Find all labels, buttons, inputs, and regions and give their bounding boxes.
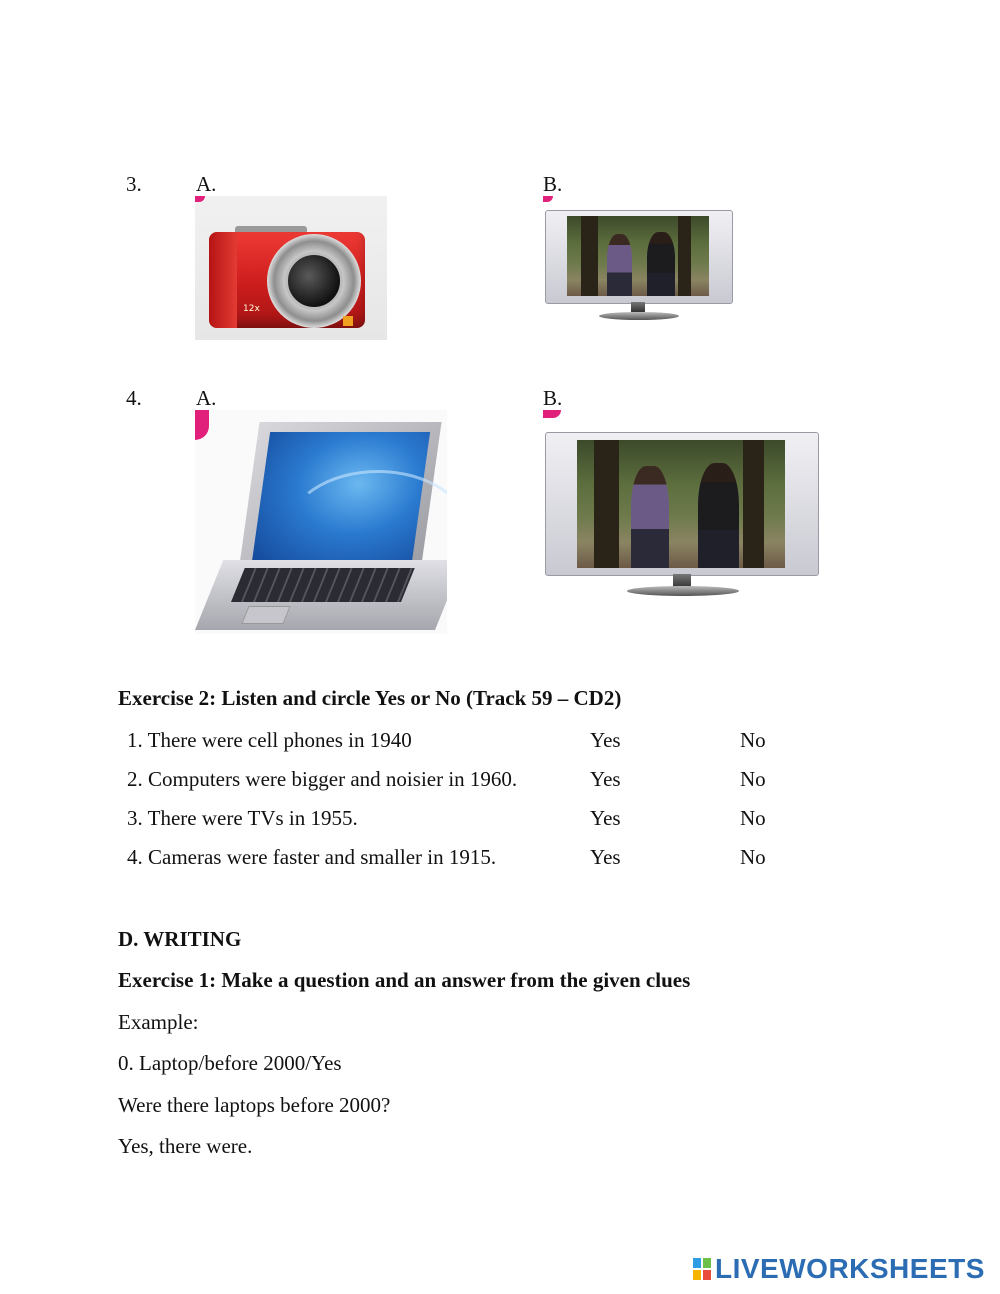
exercise2-row2-no[interactable]: No bbox=[740, 767, 766, 791]
example-answer: Yes, there were. bbox=[118, 1134, 253, 1158]
q3-option-b-label: B. bbox=[543, 172, 563, 196]
liveworksheets-logo[interactable] bbox=[693, 1253, 985, 1285]
writing-exercise1-title: Exercise 1: Make a question and an answer from the given clues bbox=[118, 968, 691, 992]
exercise2-row4-no[interactable]: No bbox=[740, 845, 766, 869]
q3-option-a-label: A. bbox=[196, 172, 217, 196]
example-label: Example: bbox=[118, 1010, 199, 1034]
q4-option-a-label: A. bbox=[196, 386, 217, 410]
exercise2-row3-yes[interactable]: Yes bbox=[590, 806, 621, 830]
exercise2-row4-yes[interactable]: Yes bbox=[590, 845, 621, 869]
logo-icon bbox=[693, 1258, 711, 1280]
laptop-image bbox=[195, 410, 447, 634]
q3-number: 3. bbox=[126, 172, 142, 196]
example-clue: 0. Laptop/before 2000/Yes bbox=[118, 1051, 342, 1075]
exercise2-row1-text: 1. There were cell phones in 1940 bbox=[127, 728, 412, 752]
exercise2-row3-no[interactable]: No bbox=[740, 806, 766, 830]
example-question: Were there laptops before 2000? bbox=[118, 1093, 391, 1117]
exercise2-row2-yes[interactable]: Yes bbox=[590, 767, 621, 791]
exercise2-row1-no[interactable]: No bbox=[740, 728, 766, 752]
corner-mark bbox=[195, 196, 205, 202]
exercise2-row3-text: 3. There were TVs in 1955. bbox=[127, 806, 358, 830]
exercise2-row1-yes[interactable]: Yes bbox=[590, 728, 621, 752]
exercise2-row2-text: 2. Computers were bigger and noisier in 1960. bbox=[127, 767, 518, 791]
writing-heading: D. WRITING bbox=[118, 927, 242, 951]
camera-image: 12x bbox=[195, 196, 387, 340]
q4-option-b-label: B. bbox=[543, 386, 563, 410]
tv-image bbox=[543, 196, 735, 328]
q4-number: 4. bbox=[126, 386, 142, 410]
logo-text: LIVEWORKSHEETS bbox=[715, 1253, 985, 1284]
tv-image-large bbox=[543, 410, 821, 606]
exercise2-title: Exercise 2: Listen and circle Yes or No (Track 59 – CD2) bbox=[118, 686, 622, 710]
exercise2-row4-text: 4. Cameras were faster and smaller in 1915. bbox=[127, 845, 497, 869]
